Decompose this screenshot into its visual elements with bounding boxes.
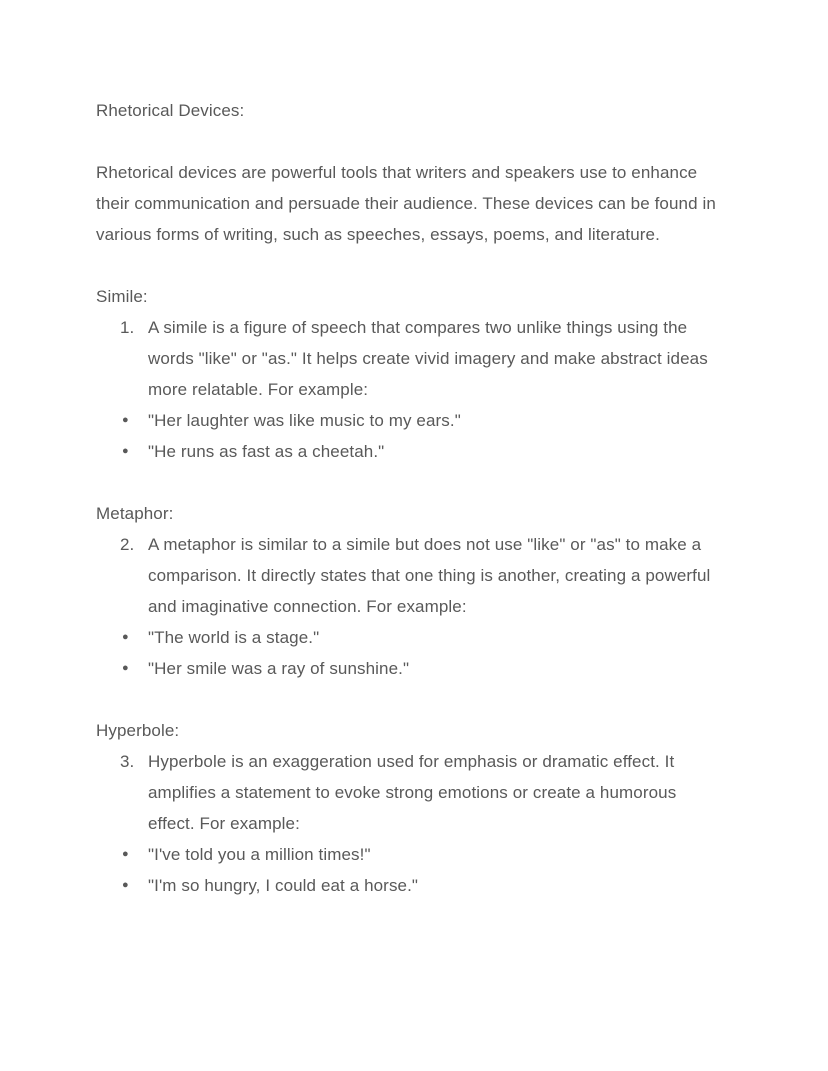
bullet-item xyxy=(96,870,724,901)
bullet-item xyxy=(96,622,724,653)
bullet-icon: ● xyxy=(122,414,129,426)
definition-text: Hyperbole is an exaggeration used for emphasis or dramatic effect. It amplifies a statement to evoke strong emotions or create a humorous effect. For example: xyxy=(148,752,677,833)
numbered-item xyxy=(96,746,724,839)
bullet-icon: ● xyxy=(122,445,129,457)
bullet-item xyxy=(96,653,724,684)
numbered-item xyxy=(96,312,724,405)
list-number: 2. xyxy=(120,535,135,554)
bullet-item xyxy=(96,436,724,467)
list-number: 3. xyxy=(120,752,135,771)
example-text: "I've told you a million times!" xyxy=(148,845,371,864)
list-number: 1. xyxy=(120,318,135,337)
bullet-icon: ● xyxy=(122,631,129,643)
bullet-item xyxy=(96,839,724,870)
section-metaphor xyxy=(96,498,724,684)
numbered-item xyxy=(96,529,724,622)
example-text: "I'm so hungry, I could eat a horse." xyxy=(148,876,419,895)
bullet-icon: ● xyxy=(122,879,129,891)
section-heading: Hyperbole: xyxy=(96,721,180,740)
section-heading: Simile: xyxy=(96,287,148,306)
bullet-icon: ● xyxy=(122,848,129,860)
example-text: "He runs as fast as a cheetah." xyxy=(148,442,385,461)
section-hyperbole xyxy=(96,715,724,901)
example-text: "Her laughter was like music to my ears." xyxy=(148,411,461,430)
bullet-item xyxy=(96,405,724,436)
section-heading: Metaphor: xyxy=(96,504,174,523)
intro-paragraph: Rhetorical devices are powerful tools that writers and speakers use to enhance their communication and persuade their audience. These devices can be found in various forms of writing, such as speeches, essays, poems, and literature. xyxy=(96,163,716,244)
section-simile xyxy=(96,281,724,467)
document-title: Rhetorical Devices: xyxy=(96,101,245,120)
example-text: "Her smile was a ray of sunshine." xyxy=(148,659,410,678)
bullet-icon: ● xyxy=(122,662,129,674)
definition-text: A simile is a figure of speech that compares two unlike things using the words "like" or "as." It helps create vivid imagery and make abstract ideas more relatable. For example: xyxy=(148,318,708,399)
example-text: "The world is a stage." xyxy=(148,628,320,647)
definition-text: A metaphor is similar to a simile but does not use "like" or "as" to make a comparison. It directly states that one thing is another, creating a powerful and imaginative connection. For example: xyxy=(148,535,711,616)
